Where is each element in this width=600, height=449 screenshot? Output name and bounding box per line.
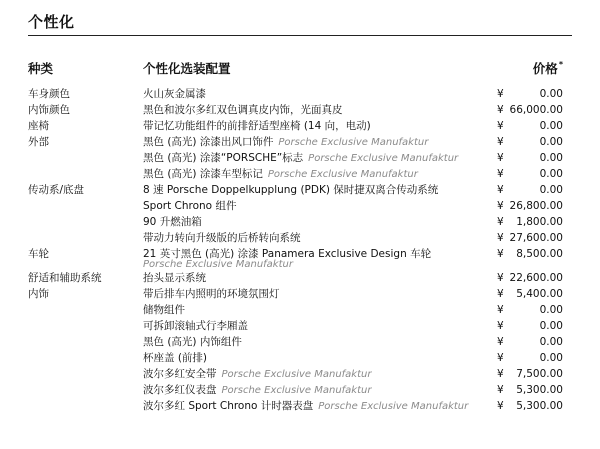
row-currency: ¥ <box>497 400 504 412</box>
table-row <box>0 118 600 134</box>
row-option <box>143 302 185 318</box>
header-price-mark: * <box>558 59 563 69</box>
row-price: 5,300.00 <box>516 384 563 396</box>
row-option-text: 黑色和波尔多红双色调真皮内饰，光面真皮 <box>143 104 343 116</box>
table-header <box>0 59 600 77</box>
row-category: 外部 <box>28 136 49 148</box>
row-price: 8,500.00 <box>516 248 563 260</box>
row-option-text: 黑色 (高光) 内饰组件 <box>143 336 242 348</box>
row-price: 66,000.00 <box>509 104 563 116</box>
row-price: 0.00 <box>539 168 563 180</box>
row-currency: ¥ <box>497 216 504 228</box>
row-currency: ¥ <box>497 232 504 244</box>
row-option <box>143 398 468 415</box>
row-price: 0.00 <box>539 320 563 332</box>
row-option <box>143 270 206 286</box>
row-brand: Porsche Exclusive Manufaktur <box>308 153 459 164</box>
row-option <box>143 102 343 118</box>
row-option <box>143 86 206 102</box>
row-price: 1,800.00 <box>516 216 563 228</box>
row-option <box>143 334 242 350</box>
row-price: 0.00 <box>539 120 563 132</box>
row-price: 0.00 <box>539 184 563 196</box>
row-option-text: 黑色 (高光) 涂漆车型标记 <box>143 168 263 180</box>
row-category: 舒适和辅助系统 <box>28 272 102 284</box>
row-option-text: 90 升燃油箱 <box>143 216 202 228</box>
row-option-text: 火山灰金属漆 <box>143 88 206 100</box>
row-currency: ¥ <box>497 304 504 316</box>
row-option <box>143 118 371 134</box>
title-divider <box>28 35 572 36</box>
row-currency: ¥ <box>497 88 504 100</box>
row-category: 车轮 <box>28 248 49 260</box>
row-option <box>143 350 207 366</box>
row-option <box>143 198 236 214</box>
row-currency: ¥ <box>497 184 504 196</box>
row-currency: ¥ <box>497 384 504 396</box>
row-currency: ¥ <box>497 152 504 164</box>
row-option <box>143 286 280 302</box>
table-row <box>0 230 600 246</box>
table-row <box>0 134 600 150</box>
table-row <box>0 86 600 102</box>
row-currency: ¥ <box>497 104 504 116</box>
table-row <box>0 286 600 302</box>
row-option-text: 带动力转向升级版的后桥转向系统 <box>143 232 301 244</box>
row-option-text: 黑色 (高光) 涂漆出风口饰件 <box>143 136 274 148</box>
header-option: 个性化选装配置 <box>143 61 231 76</box>
row-option-text: 杯座盖 (前排) <box>143 352 208 364</box>
options-table <box>0 86 600 414</box>
table-row <box>0 214 600 230</box>
row-option-text: 21 英寸黑色 (高光) 涂漆 Panamera Exclusive Design 车轮 <box>143 248 432 260</box>
table-row <box>0 150 600 166</box>
row-price: 0.00 <box>539 336 563 348</box>
table-row <box>0 102 600 118</box>
table-row <box>0 166 600 182</box>
row-option <box>143 166 418 183</box>
row-option-text: Sport Chrono 组件 <box>143 200 237 212</box>
row-price: 5,400.00 <box>516 288 563 300</box>
row-currency: ¥ <box>497 136 504 148</box>
row-currency: ¥ <box>497 200 504 212</box>
table-row <box>0 334 600 350</box>
row-option <box>143 134 428 151</box>
row-price: 0.00 <box>539 88 563 100</box>
row-price: 0.00 <box>539 304 563 316</box>
row-option <box>143 182 438 198</box>
table-row <box>0 182 600 198</box>
row-price: 0.00 <box>539 352 563 364</box>
table-row <box>0 302 600 318</box>
row-currency: ¥ <box>497 168 504 180</box>
row-option-text: 带记忆功能组件的前排舒适型座椅 (14 向，电动) <box>143 120 371 132</box>
row-category: 内饰 <box>28 288 49 300</box>
row-option-text: 8 速 Porsche Doppelkupplung (PDK) 保时捷双离合传动系统 <box>143 184 439 196</box>
row-category: 传动系/底盘 <box>28 184 85 196</box>
row-brand: Porsche Exclusive Manufaktur <box>267 169 418 180</box>
row-brand: Porsche Exclusive Manufaktur <box>143 259 293 270</box>
row-option-text: 带后排车内照明的环境氛围灯 <box>143 288 280 300</box>
row-price: 0.00 <box>539 152 563 164</box>
row-option-text: 抬头显示系统 <box>143 272 206 284</box>
row-option <box>143 214 202 230</box>
header-price <box>533 59 563 77</box>
row-currency: ¥ <box>497 120 504 132</box>
row-price: 27,600.00 <box>509 232 563 244</box>
row-option-text: 波尔多红 Sport Chrono 计时器表盘 <box>143 400 314 412</box>
row-brand: Porsche Exclusive Manufaktur <box>318 401 469 412</box>
header-category: 种类 <box>28 61 54 76</box>
table-row <box>0 382 600 398</box>
row-brand: Porsche Exclusive Manufaktur <box>221 369 372 380</box>
row-option <box>143 150 458 167</box>
row-price: 22,600.00 <box>509 272 563 284</box>
row-option-text: 可拆卸滚轴式行李厢盖 <box>143 320 248 332</box>
row-option-text: 黑色 (高光) 涂漆“PORSCHE”标志 <box>143 152 304 164</box>
row-option <box>143 382 371 399</box>
row-currency: ¥ <box>497 352 504 364</box>
row-option-text: 储物组件 <box>143 304 185 316</box>
table-row <box>0 318 600 334</box>
table-row <box>0 198 600 214</box>
row-option <box>143 318 248 334</box>
row-option-text: 波尔多红安全带 <box>143 368 217 380</box>
table-row <box>0 398 600 414</box>
row-category: 车身颜色 <box>28 88 70 100</box>
section-title: 个性化 <box>28 13 75 31</box>
row-brand: Porsche Exclusive Manufaktur <box>221 385 372 396</box>
table-row <box>0 350 600 366</box>
row-category: 内饰颜色 <box>28 104 70 116</box>
row-price: 0.00 <box>539 136 563 148</box>
row-option <box>143 230 301 246</box>
table-row <box>0 270 600 286</box>
row-price: 26,800.00 <box>509 200 563 212</box>
row-currency: ¥ <box>497 320 504 332</box>
row-price: 7,500.00 <box>516 368 563 380</box>
row-currency: ¥ <box>497 368 504 380</box>
row-option-text: 波尔多红仪表盘 <box>143 384 217 396</box>
row-currency: ¥ <box>497 288 504 300</box>
row-brand: Porsche Exclusive Manufaktur <box>278 137 429 148</box>
table-row <box>0 366 600 382</box>
row-currency: ¥ <box>497 248 504 260</box>
row-option <box>143 366 371 383</box>
table-row <box>0 246 600 270</box>
row-category: 座椅 <box>28 120 49 132</box>
header-price-label: 价格 <box>532 61 558 76</box>
row-currency: ¥ <box>497 336 504 348</box>
row-price: 5,300.00 <box>516 400 563 412</box>
row-currency: ¥ <box>497 272 504 284</box>
